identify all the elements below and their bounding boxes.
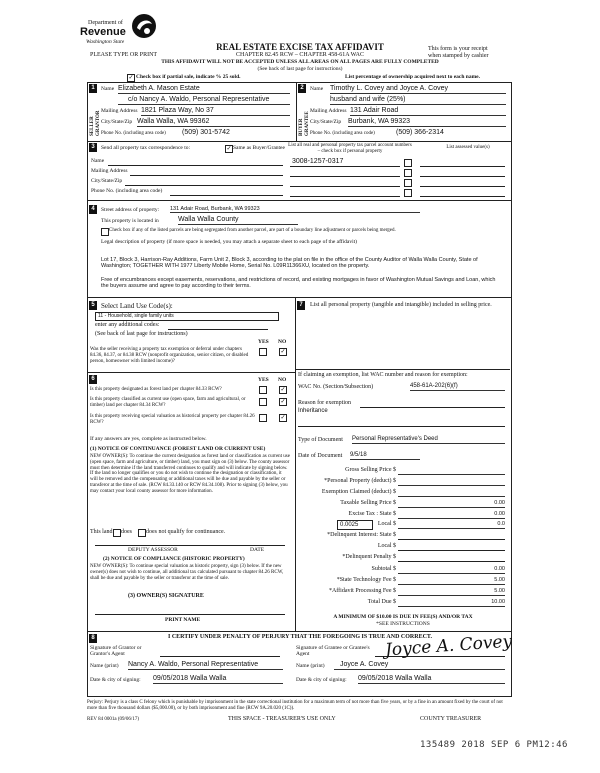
s6-q2-yes[interactable] (259, 398, 267, 406)
s3-phone-line[interactable] (170, 195, 283, 196)
section-4-number: 4 (89, 205, 97, 214)
parcel-header: List all real and personal property tax parcel account numbers – check box if personal property (288, 143, 412, 154)
delinquent-interest-label: *Delinquent Interest: State $ (327, 532, 396, 538)
additional-codes-label: enter any additional codes: (95, 322, 160, 328)
legal-description-2[interactable]: Free of encumbrances except easements, reservations, and restrictions of record, and existing mortgages in favor of Washington Mutual Savings and Loan, which the buyers assume and agree to pay according to their terms. (101, 277, 496, 290)
section-6-number: 6 (89, 375, 97, 384)
minimum-due-note: A MINIMUM OF $10.00 IS DUE IN FEE(S) AND/OR TAX (333, 614, 473, 620)
s3-name-label: Name (91, 158, 105, 164)
buyer-phone[interactable]: (509) 366-2314 (396, 129, 444, 136)
assessor-signature-line[interactable] (95, 545, 285, 546)
revenue-logo-icon (130, 12, 158, 40)
reason-value[interactable]: Inheritance (298, 408, 328, 414)
rev-number: REV 84 0001a (09/06/17) (87, 717, 139, 722)
same-as-buyer-checkbox[interactable]: ✓ (226, 146, 232, 152)
partial-sale-label: Check box if partial sale, indicate % 25 sold. (136, 74, 241, 80)
dept-line1: Department of (88, 20, 123, 26)
see-instructions-note: *SEE INSTRUCTIONS (376, 621, 430, 627)
gross-price-value[interactable] (398, 467, 505, 475)
does-not-checkbox[interactable] (138, 529, 146, 537)
notice1-title: (1) NOTICE OF CONTINUANCE (FOREST LAND OR CURRENT USE) (90, 446, 266, 452)
excise-state-label: Excise Tax : State $ (348, 511, 396, 517)
section-7-number: 7 (297, 301, 305, 310)
doc-type-value[interactable]: Personal Representative's Deed (352, 436, 505, 444)
exemption-claimed-value[interactable] (398, 489, 505, 497)
located-label: This property is located in (101, 218, 159, 224)
excise-state-value[interactable]: 0.00 (398, 511, 505, 519)
certify-statement: I CERTIFY UNDER PENALTY OF PERJURY THAT THE FOREGOING IS TRUE AND CORRECT. (167, 634, 432, 640)
legal-description-1[interactable]: Lot 17, Block 3, Harrison-Ray Additions, Farm Unit 2, Block 3, according to the plat on file in the office of the County Auditor of Walla Walla County, State of Washington; TOGETHER WITH 1977 Liberty Mobile Home, Serial No. L09R11366XU, located on the property. (101, 257, 478, 270)
subtotal-label: Subtotal $ (371, 566, 396, 572)
notice2-title: (2) NOTICE OF COMPLIANCE (HISTORIC PROPERTY) (103, 556, 245, 562)
parcel-number-1[interactable]: 3008-1257-0317 (292, 158, 344, 165)
s3-city-line[interactable] (125, 185, 283, 186)
s6-q1-yes[interactable] (259, 386, 267, 394)
local2-label: Local $ (377, 543, 396, 549)
same-as-buyer-label: Same as Buyer/Grantee (233, 145, 285, 151)
seller-phone-label: Phone No. (including area code) (101, 131, 166, 136)
personal-property-label: List all personal property (tangible and intangible) included in selling price. (310, 302, 492, 308)
doc-type-label: Type of Document (298, 437, 343, 443)
seller-phone[interactable]: (509) 301-5742 (182, 129, 230, 136)
send-correspondence-label: Send all property tax correspondence to: (101, 145, 191, 151)
s6-q2: Is this property classified as current use (open space, farm and agricultural, or timber) land per chapter 84.34 RCW? (90, 397, 246, 408)
buyer-name-2[interactable]: husband and wife (25%) (330, 96, 506, 105)
buyer-city-label: City/State/Zip (310, 119, 342, 125)
does-checkbox[interactable] (113, 529, 121, 537)
s6-q3-yes[interactable] (259, 414, 267, 422)
wac-value[interactable]: 458-61A-202(6)(f) (410, 383, 505, 391)
grantee-date-label: Date & city of signing: (296, 677, 347, 683)
print-note: PLEASE TYPE OR PRINT (90, 52, 158, 58)
seller-name-label: Name (101, 86, 115, 92)
grantor-date-label: Date & city of signing: (90, 677, 141, 683)
wac-label: WAC No. (Section/Subsection) (298, 384, 374, 390)
additional-codes-input[interactable] (168, 329, 268, 330)
seller-mail[interactable]: 1821 Plaza Way, No 37 (141, 107, 290, 116)
seller-side-label: SELLER GRANTOR (90, 110, 101, 136)
s3-phone-label: Phone No. (including area code) (91, 188, 163, 194)
grantee-signature-label: Signature of Grantee or Grantee's Agent (296, 645, 370, 658)
s6-q2-no[interactable]: ✓ (280, 399, 286, 405)
land-use-select[interactable]: 11 - Household, single family units (95, 312, 279, 321)
taxable-price-value[interactable]: 0.00 (398, 500, 505, 508)
subtotal-value[interactable]: 0.00 (398, 566, 505, 574)
legal-label: Legal description of property (if more space is needed, you may attach a separate sheet to each page of the affidavit) (101, 239, 357, 245)
section-2-number: 2 (298, 84, 306, 93)
form-see-back: (See back of last page for instructions) (257, 66, 343, 72)
s5-no-checkbox[interactable]: ✓ (280, 349, 286, 355)
gross-price-label: Gross Selling Price $ (345, 467, 396, 473)
deputy-assessor-label: DEPUTY ASSESSOR (128, 547, 178, 553)
exemption-claimed-label: Exemption Claimed (deduct) $ (321, 489, 396, 495)
notice2-body: NEW OWNER(S): To continue special valuation as historic property, sign (3) below. If the new owner(s) does not wish to continue, all additional tax calculated pursuant to chapter 84.26 RCW, shall be due and payable by the seller or transferor at the time of sale. (90, 564, 284, 581)
processing-fee-label: *Affidavit Processing Fee $ (328, 588, 396, 594)
s3-mail-label: Mailing Address (91, 168, 128, 174)
parcel-4-checkbox[interactable] (404, 189, 412, 197)
owner-signature-line[interactable] (95, 614, 285, 615)
local-label: Local $ (377, 521, 396, 527)
deputy-date-label: DATE (250, 547, 265, 553)
local-value[interactable]: 0.0 (398, 521, 505, 529)
s6-q1-no[interactable]: ✓ (280, 387, 286, 393)
grantee-name-value[interactable]: Joyce A. Covey (334, 661, 505, 670)
print-name-label: PRINT NAME (165, 617, 201, 623)
buyer-name-1[interactable]: Timothy L. Covey and Joyce A. Covey (330, 85, 506, 94)
s6-q3: Is this property receiving special valuation as historical property per chapter 84.26 RCW? (90, 414, 255, 425)
parcel-2-checkbox[interactable] (404, 169, 412, 177)
seller-city-label: City/State/Zip (101, 119, 133, 125)
receipt-stamp: 135489 2018 SEP 6 PM12:46 (420, 740, 568, 750)
s3-mail-line[interactable] (130, 175, 283, 176)
treasurer-space: THIS SPACE - TREASURER'S USE ONLY (228, 716, 336, 722)
grantor-signature-label: Signature of Grantor or Grantor's Agent (90, 645, 142, 658)
does-label: does (121, 529, 132, 535)
seller-name-1[interactable]: Elizabeth A. Mason Estate (118, 85, 290, 94)
tech-fee-label: *State Technology Fee $ (336, 577, 396, 583)
street-label: Street address of property: (101, 207, 160, 213)
s3-city-label: City/State/Zip (91, 178, 123, 184)
grantee-name-label: Name (print) (296, 663, 325, 669)
segregated-checkbox[interactable] (101, 228, 109, 236)
tech-fee-value[interactable]: 5.00 (398, 577, 505, 585)
section-3-number: 3 (89, 143, 97, 152)
street-address[interactable]: 131 Adair Road, Burbank, WA 99323 (170, 206, 420, 213)
buyer-mail[interactable]: 131 Adair Road (350, 107, 506, 116)
exemption-label: If claiming an exemption, list WAC number and reason for exemption: (298, 372, 468, 378)
seller-city[interactable]: Walla Walla, WA 99362 (137, 118, 290, 127)
buyer-name-label: Name (310, 86, 324, 92)
s5-exemption-question: Was the seller receiving a property tax exemption or deferral under chapters 84.36, 84.37, or 84.38 RCW (nonprofit organization, senior citizen, or disabled person, homeowner with limited income)? (90, 347, 249, 364)
partial-sale-checkbox[interactable]: ✓ (128, 75, 134, 81)
section-8-number: 8 (89, 634, 97, 643)
processing-fee-value[interactable]: 5.00 (398, 588, 505, 596)
county-treasurer: COUNTY TREASURER (420, 716, 482, 722)
revenue-logo (80, 12, 160, 50)
s5-no: NO (278, 339, 287, 345)
s6-if-yes: If any answers are yes, complete as instructed below. (90, 436, 207, 442)
s6-q1: Is this property designated as forest land per chapter 84.33 RCW? (90, 387, 222, 392)
s5-yes: YES (258, 339, 269, 345)
s3-name-line[interactable] (108, 165, 283, 166)
does-not-label: does not qualify for continuance. (146, 529, 226, 535)
receipt-note-2: when stamped by cashier (428, 53, 489, 59)
grantor-name-label: Name (print) (90, 663, 119, 669)
grantor-date-value[interactable]: 09/05/2018 Walla Walla (153, 675, 283, 684)
total-due-value[interactable]: 10.00 (398, 599, 505, 607)
s6-q3-no[interactable]: ✓ (280, 415, 286, 421)
s5-see-back: (See back of last page for instructions) (95, 331, 188, 337)
grantor-signature-line[interactable] (160, 656, 280, 657)
local-rate-box[interactable]: 0.0025 (337, 520, 373, 530)
segregated-label: Check box if any of the listed parcels are being segregated from another parcel, are part of a boundary line adjustment or parcels being merged. (109, 228, 396, 233)
seller-name-2[interactable]: c/o Nancy A. Waldo, Personal Representative (118, 96, 290, 105)
personal-property-deduct-value[interactable] (398, 478, 505, 486)
grantee-signature: Joyce A. Covey (384, 631, 513, 661)
ownership-note: List percentage of ownership acquired next to each name. (345, 74, 480, 80)
s5-yes-checkbox[interactable] (259, 348, 267, 356)
reason-label: Reason for exemption (298, 400, 351, 406)
buyer-side-label: BUYER GRANTEE (299, 111, 310, 136)
buyer-mail-label: Mailing Address (310, 108, 347, 114)
form-warning: THIS AFFIDAVIT WILL NOT BE ACCEPTED UNLESS ALL AREAS ON ALL PAGES ARE FULLY COMPLETED (161, 59, 439, 65)
form-subtitle: CHAPTER 82.45 RCW – CHAPTER 458-61A WAC (236, 52, 364, 58)
s6-yes: YES (258, 377, 269, 383)
perjury-note: Perjury: Perjury is a class C felony which is punishable by imprisonment in the state correctional institution for a maximum term of not more than five years, or by a fine in an amount fixed by the court of not more than five thousand dollars ($5,000.00), or by both imprisonment and fine (RCW 9A.20.020 (1C)). (87, 700, 503, 711)
grantor-name-value[interactable]: Nancy A. Waldo, Personal Representative (128, 661, 283, 670)
s6-no: NO (278, 377, 287, 383)
section-1-number: 1 (89, 84, 97, 93)
grantee-date-value[interactable]: 09/05/2018 Walla Walla (358, 675, 505, 684)
dept-revenue: Revenue (80, 26, 126, 38)
assessed-header: List assessed value(s) (446, 145, 490, 150)
parcel-1-checkbox[interactable] (404, 159, 412, 167)
dept-line3: Washington State (86, 39, 125, 45)
receipt-note-1: This form is your receipt (428, 46, 488, 52)
doc-date-value[interactable]: 9/5/18 (350, 452, 420, 460)
land-use-label: Select Land Use Code(s): (101, 302, 173, 310)
section-5-number: 5 (89, 301, 97, 310)
owner-signature-label: (3) OWNER(S) SIGNATURE (128, 593, 204, 599)
notice1-body: NEW OWNER(S): To continue the current designation as forest land or classification as current use (open space, farm and agriculture, or timber) land, you must sign on (3) below. The county assessor must then determine if the land transferred continues to qualify and will indicate by signing below. If the land no longer qualifies or you do not wish to continue the designation or classification, it will be removed and the compensating or additional taxes will be due and payable by the seller or transferor at the time of sale. (RCW 84.33.140 or RCW 84.34.108). Prior to signing (3) below, you may contact your local county assessor for more information. (90, 454, 290, 494)
seller-mail-label: Mailing Address (101, 108, 138, 114)
buyer-phone-label: Phone No. (including area code) (310, 131, 375, 136)
buyer-city[interactable]: Burbank, WA 99323 (348, 118, 506, 127)
parcel-3-checkbox[interactable] (404, 179, 412, 187)
land-does-label: This land (90, 529, 113, 535)
total-due-label: Total Due $ (367, 599, 396, 605)
doc-date-label: Date of Document (298, 453, 343, 459)
taxable-price-label: Taxable Selling Price $ (340, 500, 396, 506)
form-title: REAL ESTATE EXCISE TAX AFFIDAVIT (216, 42, 384, 52)
delinquent-penalty-label: *Delinquent Penalty $ (342, 554, 396, 560)
personal-property-deduct-label: *Personal Property (deduct) $ (324, 478, 396, 484)
county-value[interactable]: Walla Walla County (178, 216, 298, 225)
